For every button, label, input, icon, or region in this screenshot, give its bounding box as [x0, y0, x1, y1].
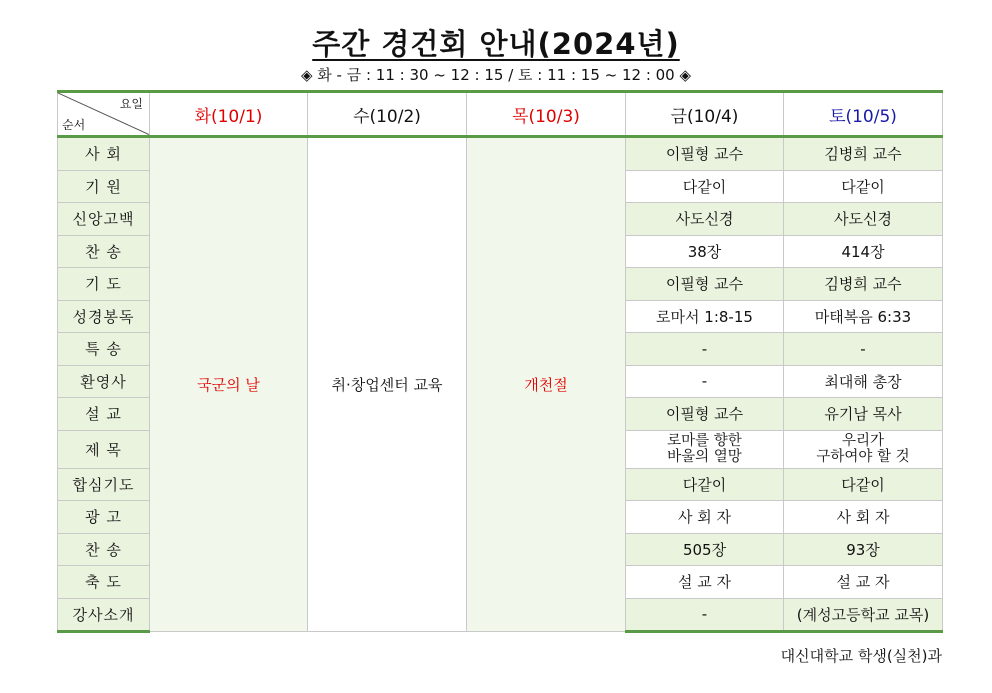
schedule-body — [58, 137, 943, 632]
cell-fri: 이필형 교수 — [626, 268, 784, 301]
day-header-sat: 토(10/5) — [784, 92, 943, 137]
cell-sat — [784, 430, 943, 468]
cell-sat: (계성고등학교 교목) — [784, 598, 943, 632]
cell-fri: 이필형 교수 — [626, 137, 784, 171]
cell-fri: 38장 — [626, 235, 784, 268]
cell-fri: 사 회 자 — [626, 501, 784, 534]
table-row — [58, 137, 943, 171]
cell-fri: - — [626, 333, 784, 366]
row-label: 합심기도 — [58, 468, 150, 501]
cell-sat: - — [784, 333, 943, 366]
row-label: 강사소개 — [58, 598, 150, 632]
row-label: 신앙고백 — [58, 203, 150, 236]
cell-fri: 로마서 1:8-15 — [626, 300, 784, 333]
row-label: 찬 송 — [58, 533, 150, 566]
cell-sat: 마태복음 6:33 — [784, 300, 943, 333]
row-label: 성경봉독 — [58, 300, 150, 333]
merged-cell-wed: 취·창업센터 교육 — [308, 137, 467, 632]
day-header-wed: 수(10/2) — [308, 92, 467, 137]
row-label: 특 송 — [58, 333, 150, 366]
cell-sat: 다같이 — [784, 170, 943, 203]
cell-line: 바울의 열망 — [667, 449, 742, 465]
cell-sat: 414장 — [784, 235, 943, 268]
cell-line: 구하여야 할 것 — [816, 449, 910, 465]
footer-department: 대신대학교 학생(실천)과 — [780, 647, 942, 665]
row-label: 기 도 — [58, 268, 150, 301]
row-label: 제 목 — [58, 430, 150, 468]
row-label: 광 고 — [58, 501, 150, 534]
row-label: 환영사 — [58, 365, 150, 398]
cell-fri: - — [626, 365, 784, 398]
schedule-subtitle: ◈ 화 - 금 : 11 : 30 ~ 12 : 15 / 토 : 11 : 15 ~ 12 : 00 ◈ — [300, 66, 692, 84]
day-header-tue: 화(10/1) — [150, 92, 308, 137]
corner-cell — [58, 92, 150, 137]
cell-sat: 93장 — [784, 533, 943, 566]
cell-fri — [626, 430, 784, 468]
cell-fri: 다같이 — [626, 170, 784, 203]
cell-fri: 505장 — [626, 533, 784, 566]
cell-fri: - — [626, 598, 784, 632]
cell-line: 우리가 — [841, 433, 885, 449]
cell-sat: 유기남 목사 — [784, 398, 943, 431]
page-title: 주간 경건회 안내(2024년) — [312, 27, 680, 61]
cell-fri: 이필형 교수 — [626, 398, 784, 431]
schedule-table — [57, 90, 943, 633]
row-label: 설 교 — [58, 398, 150, 431]
header-row — [58, 92, 943, 137]
cell-sat: 다같이 — [784, 468, 943, 501]
cell-sat: 김병희 교수 — [784, 268, 943, 301]
row-label: 찬 송 — [58, 235, 150, 268]
day-header-fri: 금(10/4) — [626, 92, 784, 137]
cell-line: 로마를 향한 — [667, 433, 742, 449]
corner-label-order: 순서 — [62, 118, 86, 132]
row-label: 축 도 — [58, 566, 150, 599]
merged-cell-tue: 국군의 날 — [150, 137, 308, 632]
row-label: 기 원 — [58, 170, 150, 203]
merged-cell-thu: 개천절 — [467, 137, 626, 632]
cell-sat: 김병희 교수 — [784, 137, 943, 171]
cell-fri: 설 교 자 — [626, 566, 784, 599]
day-header-thu: 목(10/3) — [467, 92, 626, 137]
cell-sat: 설 교 자 — [784, 566, 943, 599]
cell-fri: 다같이 — [626, 468, 784, 501]
corner-label-day: 요일 — [119, 97, 143, 111]
cell-sat: 최대해 총장 — [784, 365, 943, 398]
cell-sat: 사 회 자 — [784, 501, 943, 534]
row-label: 사 회 — [58, 137, 150, 171]
cell-fri: 사도신경 — [626, 203, 784, 236]
cell-sat: 사도신경 — [784, 203, 943, 236]
